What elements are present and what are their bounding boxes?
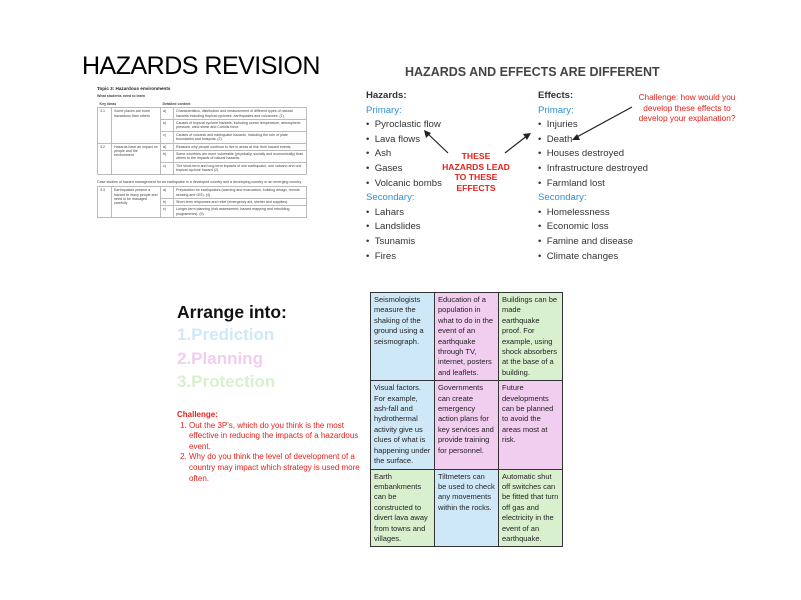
hazards-secondary-label: Secondary: xyxy=(366,192,415,204)
list-item: • Ash xyxy=(366,147,442,162)
grid-cell[interactable]: Governments can create emergency action plans for key services and provide training for personnel. xyxy=(435,381,499,469)
list-item: • Houses destroyed xyxy=(538,147,648,162)
effects-heading: Effects: xyxy=(538,90,574,101)
list-item: 1. Out the 3P's, which do you think is the most effective in reducing the impacts of a hazardous event. xyxy=(189,421,362,453)
list-item: • Volcanic bombs xyxy=(366,177,442,192)
spec-table-2: 3.3 Earthquakes present a hazard to many people and need to be managed carefully a) Preparation for earthquakes (warning and evacuation, building design, remote sensing and GIS). (4) b) Short-term responses and relief (emergency aid, shelter and supplies). c) Longer-term planning (risk assessment, hazard mapping and rebuilding programmes). (5) xyxy=(97,186,307,218)
list-item: • Lava flows xyxy=(366,133,442,148)
spec-row: 3.2 Hazards have an impact on people and the environment a) Reasons why people continue to live in areas at risk from hazard events. xyxy=(98,143,307,150)
grid-cell[interactable]: Earth embankments can be constructed to divert lava away from towns and villages. xyxy=(371,469,435,547)
list-item: • Lahars xyxy=(366,206,442,221)
arrow-to-effects-head xyxy=(523,133,531,140)
grid-row xyxy=(371,293,563,381)
option-planning: 2.Planning xyxy=(177,349,263,368)
spec-case-study: Case studies of hazard management for an earthquake in a developed country and a developing country or an emerging country. xyxy=(97,179,302,184)
list-item: • Infrastructure destroyed xyxy=(538,162,648,177)
spec-table: Key ideas Detailed content 3.1 Some places are more hazardous than others a) Characteristics, distribution and measurement of different types of natural hazards including tropical cyclones, earthquakes and volcanoes. (1) b) Causes of tropical cyclone hazards, including ocean temperature, atmospheric pressure, wind shear and Coriolis force. c) Causes of volcanic and earthquake hazards, including the role of plate boundaries and hotspots. (2) 3.2 Hazards have an impact on people and the environment a) Reasons why people continue to live in areas at risk from hazard events. b) Some countries are more vulnerable (physically, socially and economically) than others to the impacts of natural hazards. c) The short-term and long-term impacts of one earthquake, one volcano and one tropical cyclone hazard (2). xyxy=(97,101,307,175)
spec-col-key: Key ideas xyxy=(99,101,117,106)
grid-cell[interactable]: Seismologists measure the shaking of the ground using a seismograph. xyxy=(371,293,435,381)
list-item: • Landslides xyxy=(366,220,442,235)
spec-col-detail: Detailed content xyxy=(162,101,191,106)
list-item: • Farmland lost xyxy=(538,177,648,192)
arrow-to-hazards xyxy=(426,132,448,153)
grid-cell[interactable]: Buildings can be made earthquake proof. For example, using shock absorbers at the base of a building. xyxy=(499,293,563,381)
challenge-how-text: Challenge: how would you develop these effects to develop your explanation? xyxy=(638,92,736,124)
list-item: • Climate changes xyxy=(538,250,648,265)
challenge-heading: Challenge: xyxy=(177,410,218,419)
spec-row: 3.1 Some places are more hazardous than others a) Characteristics, distribution and measurement of different types of natural hazards including tropical cyclones, earthquakes and volcanoes. (1) xyxy=(98,108,307,120)
list-item: • Tsunamis xyxy=(366,235,442,250)
grid-cell[interactable]: Visual factors. For example, ash-fall and hydrothermal activity give us clues of what is happening under the surface. xyxy=(371,381,435,469)
option-protection: 3.Protection xyxy=(177,372,276,391)
grid-cell[interactable]: Tiltmeters can be used to check any movements within the rocks. xyxy=(435,469,499,547)
arrow-to-hazards-head xyxy=(424,130,431,138)
grid-row xyxy=(371,469,563,547)
grid-cell[interactable]: Automatic shut off switches can be fitted that turn off gas and electricity in the event of an earthquake. xyxy=(499,469,563,547)
lead-text: THESE HAZARDS LEAD TO THESE EFFECTS xyxy=(442,151,510,193)
arrow-to-effects xyxy=(505,135,528,153)
challenge-list xyxy=(177,421,362,485)
page-title: HAZARDS REVISION xyxy=(82,52,320,80)
list-item: • Death xyxy=(538,133,648,148)
challenge-box xyxy=(177,410,362,484)
option-prediction: 1.Prediction xyxy=(177,325,275,344)
list-item: • Economic loss xyxy=(538,220,648,235)
hazards-primary-label: Primary: xyxy=(366,104,402,116)
list-item: • Injuries xyxy=(538,118,648,133)
list-item: • Homelessness xyxy=(538,206,648,221)
spec-row: 3.3 Earthquakes present a hazard to many people and need to be managed carefully a) Preparation for earthquakes (warning and evacuation, building design, remote sensing and GIS). (4) xyxy=(98,187,307,199)
spec-topic: Topic 3: Hazardous environments xyxy=(97,86,171,91)
arrow-challenge-head xyxy=(572,134,580,140)
hazards-effects-title: HAZARDS AND EFFECTS ARE DIFFERENT xyxy=(405,65,660,79)
arrow-challenge xyxy=(575,107,632,138)
effects-secondary-label: Secondary: xyxy=(538,192,587,204)
effects-primary-label: Primary: xyxy=(538,104,574,116)
list-item: • Pyroclastic flow xyxy=(366,118,442,133)
list-item: • Gases xyxy=(366,162,442,177)
arrange-title: Arrange into: xyxy=(177,302,287,322)
spec-subtitle: What students need to learn xyxy=(97,94,146,99)
list-item: 2. Why do you think the level of development of a country may impact which strategy is used more often. xyxy=(189,452,362,484)
list-item: • Famine and disease xyxy=(538,235,648,250)
sorting-grid xyxy=(370,292,563,547)
grid-cell[interactable]: Education of a population in what to do in the event of an earthquake through TV, internet, posters and leaflets. xyxy=(435,293,499,381)
grid-row xyxy=(371,381,563,469)
hazards-heading: Hazards: xyxy=(366,90,407,101)
list-item: • Fires xyxy=(366,250,442,265)
grid-cell[interactable]: Future developments can be planned to avoid the areas most at risk. xyxy=(499,381,563,469)
